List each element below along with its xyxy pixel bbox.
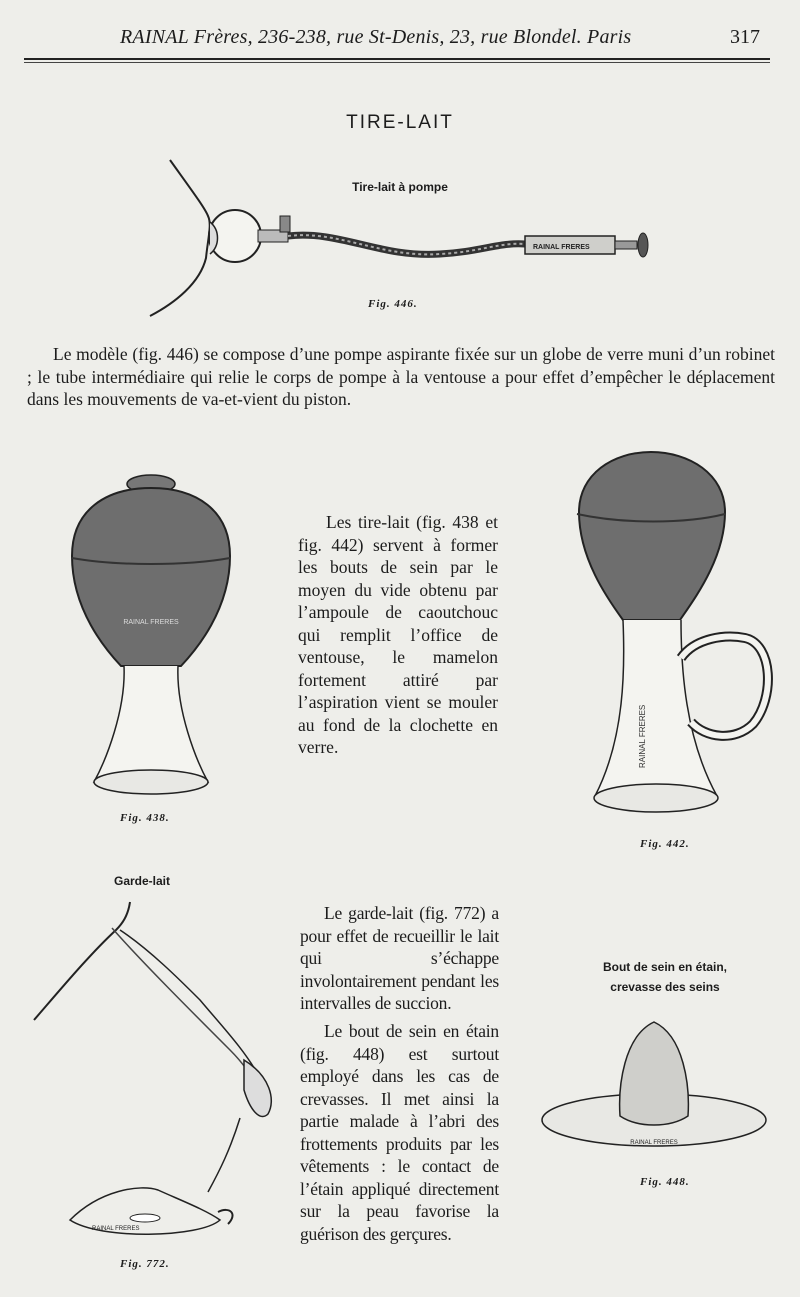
paragraph-438-442: Les tire-lait (fig. 438 et fig. 442) servent à former les bouts de sein par le moyen du vide obtenu par l’ampoule de caoutchouc qui remplit l’office de ventouse, le mamelon fortement attiré par l’aspiration vient se mouler au fond de la clochette en verre. xyxy=(298,512,498,757)
breast-pump-syringe-illustration xyxy=(140,158,660,318)
paragraph-772: Le garde-lait (fig. 772) a pour effet de recueillir le lait qui s’échappe involontairement pendant les intervalles de succion. xyxy=(300,903,499,1013)
bulb-engraving: RAINAL FRERES xyxy=(123,619,179,626)
rubber-bulb-pump-illustration xyxy=(66,470,236,800)
fig438-label: Fig. 438. xyxy=(120,812,170,824)
shield-engraving: RAINAL FRERES xyxy=(630,1140,678,1146)
fig442-label: Fig. 442. xyxy=(640,838,690,850)
page-header xyxy=(0,26,800,60)
header-rule xyxy=(24,58,770,60)
paragraph-446: Le modèle (fig. 446) se compose d’une pompe aspirante fixée sur un globe de verre muni d’un robinet ; le tube intermédiaire qui relie le corps de pompe à la ventouse a pour effet d’empêcher le déplacement dans les mouvements de va-et-vient du piston. xyxy=(27,344,775,409)
fig448-caption xyxy=(555,957,775,997)
fig446-label: Fig. 446. xyxy=(368,298,418,310)
fig448-caption-line1: Bout de sein en étain, xyxy=(602,960,728,974)
bulb-pump-with-handle-illustration xyxy=(575,448,780,833)
bell-engraving: RAINAL FRERES xyxy=(638,704,647,768)
fig448-label: Fig. 448. xyxy=(640,1176,690,1188)
guard-engraving: RAINAL FRERES xyxy=(92,1226,140,1232)
running-head: RAINAL Frères, 236-238, rue St-Denis, 23, rue Blondel. Paris xyxy=(120,26,632,48)
header-rule-thin xyxy=(24,62,770,63)
fig772-label: Fig. 772. xyxy=(120,1258,170,1270)
pump-engraving: RAINAL FRERES xyxy=(533,244,590,251)
section-title: TIRE-LAIT xyxy=(346,112,454,133)
fig446-caption: Tire-lait à pompe xyxy=(352,180,448,194)
tin-nipple-shield-illustration xyxy=(540,1016,772,1156)
paragraph-448: Le bout de sein en étain (fig. 448) est surtout employé dans les cas de crevasses. Il met ainsi la partie malade à l’abri des frottements produits par les vêtements : le contact de l’étain appliqué directement sur la peau favorise la guérison des gerçures. xyxy=(300,1021,499,1244)
page-number: 317 xyxy=(730,26,760,48)
milk-guard-illustration xyxy=(30,900,270,1260)
garde-lait-caption: Garde-lait xyxy=(114,874,171,888)
fig448-caption-line2: crevasse des seins xyxy=(610,980,720,994)
